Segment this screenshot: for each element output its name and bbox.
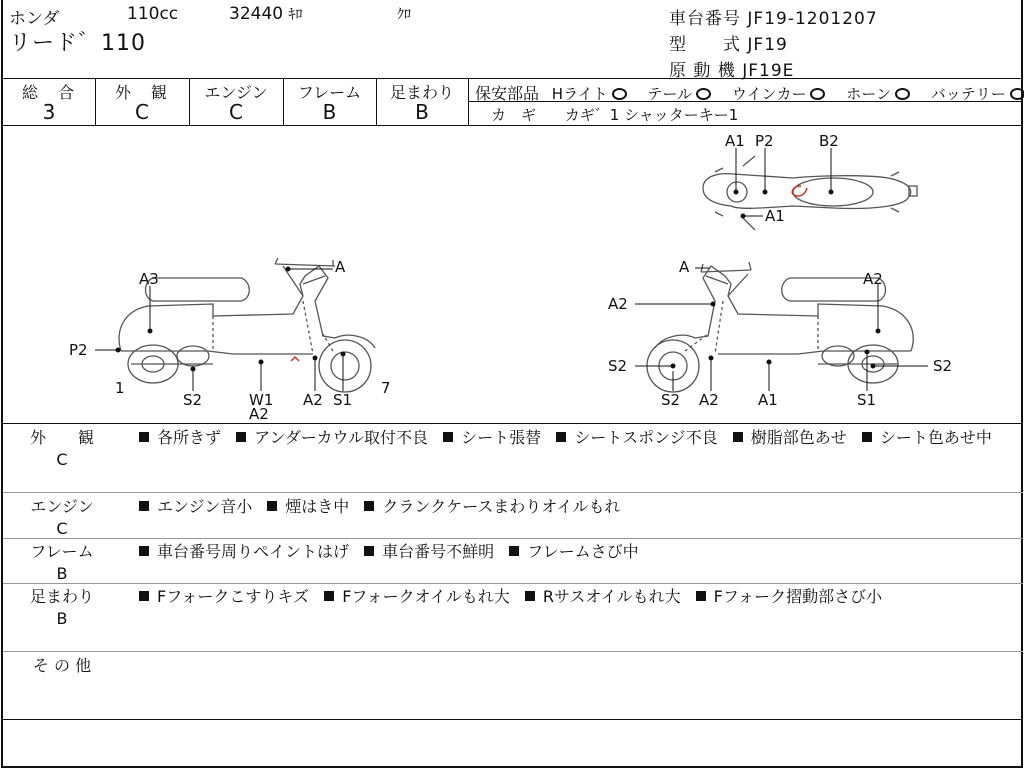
safety-winker: ウインカー (732, 85, 826, 103)
damage-diagram (3, 126, 1023, 422)
diagram-label: A2 (863, 270, 883, 288)
safety-parts-row (475, 81, 1024, 104)
divider (3, 492, 1023, 493)
section-exterior-label: 外 観 C (29, 428, 94, 469)
grade-suspension-value: B (415, 100, 429, 124)
diagram-label: S1 (857, 391, 877, 409)
ok-circle-icon (1010, 88, 1024, 100)
grade-engine-value: C (229, 100, 243, 124)
safety-headlight: Hライト (552, 85, 627, 103)
key-value: カギ゛1 シャッターキー1 (564, 106, 739, 124)
divider (3, 423, 1023, 424)
mileage: 32440 ｷﾛ (229, 4, 303, 24)
grade-exterior-label: 外 観 (114, 83, 169, 102)
diagram-label: A2 (249, 405, 269, 422)
diagram-label: A (335, 258, 346, 276)
section-suspension-label: 足まわり B (29, 587, 94, 628)
ok-circle-icon (895, 88, 910, 100)
diagram-label: A2 (303, 391, 323, 409)
divider (3, 78, 1023, 79)
section-suspension-notes: Fフォークこすりキズ Fフォークオイルもれ大 Rサスオイルもれ大 Fフォーク摺動部さび小 (139, 586, 1017, 608)
diagram-label: A2 (699, 391, 719, 409)
diagram-label: W1 (249, 391, 274, 409)
ok-circle-icon (612, 88, 627, 100)
diagram-label: P2 (755, 132, 774, 150)
key-label: カ ギ (491, 106, 537, 124)
inspection-sheet (1, 0, 1023, 768)
damage-marks (291, 186, 807, 361)
divider (3, 719, 1023, 720)
diagram-label: P2 (69, 341, 88, 359)
divider (3, 538, 1023, 539)
frame-number: 車台番号 JF19-1201207 (669, 9, 878, 29)
grade-exterior-value: C (135, 100, 149, 124)
maker: ホンダ (9, 9, 60, 29)
ok-circle-icon (810, 88, 825, 100)
grade-frame-label: フレーム (297, 83, 362, 102)
divider (3, 651, 1023, 652)
diagram-label: A1 (765, 207, 785, 225)
diagram-label: B2 (819, 132, 839, 150)
grade-engine-label: エンジン (204, 83, 268, 102)
diagram-label: A1 (758, 391, 778, 409)
grade-overall-value: 3 (42, 100, 56, 124)
section-exterior-notes: 各所きず アンダーカウル取付不良 シート張替 シートスポンジ不良 樹脂部色あせ シート色あせ中 (139, 427, 1017, 449)
ok-circle-icon (696, 88, 711, 100)
diagram-label: S2 (183, 391, 203, 409)
diagram-label: 1 (115, 379, 125, 397)
section-frame-notes: 車台番号周りペイントはげ 車台番号不鮮明 フレームさび中 (139, 541, 1017, 563)
diagram-label: A (679, 258, 690, 276)
diagram-label: A3 (139, 270, 159, 288)
model-type: 型 式 JF19 (669, 35, 788, 55)
diagram-label: S1 (333, 391, 353, 409)
diagram-label: A2 (608, 295, 628, 313)
safety-battery: バッテリー (931, 85, 1024, 103)
section-engine-label: エンジン C (30, 497, 94, 538)
diagram-label: S2 (661, 391, 681, 409)
diagram-label: S2 (933, 357, 953, 375)
safety-horn: ホーン (846, 85, 910, 103)
safety-parts-label: 保安部品 (475, 84, 540, 103)
key-row (491, 104, 738, 125)
engine-type: 原 動 機 JF19E (669, 61, 795, 81)
grade-suspension-label: 足まわり (389, 83, 454, 102)
section-engine-notes: エンジン音小 煙はき中 クランクケースまわりオイルもれ (139, 496, 1017, 518)
model-name: リード゛110 (9, 31, 146, 56)
diagram-label: A1 (725, 132, 745, 150)
grade-frame-value: B (322, 100, 337, 124)
color: ｸﾛ (397, 7, 411, 23)
section-other-label: そ の 他 (32, 656, 92, 675)
section-frame-label: フレーム B (30, 542, 94, 583)
safety-taillight: テール (647, 85, 711, 103)
grade-overall-label: 総 合 (21, 83, 76, 102)
displacement: 110cc (127, 4, 179, 24)
divider (3, 583, 1023, 584)
diagram-label: S2 (608, 357, 628, 375)
diagram-label: 7 (381, 379, 391, 397)
